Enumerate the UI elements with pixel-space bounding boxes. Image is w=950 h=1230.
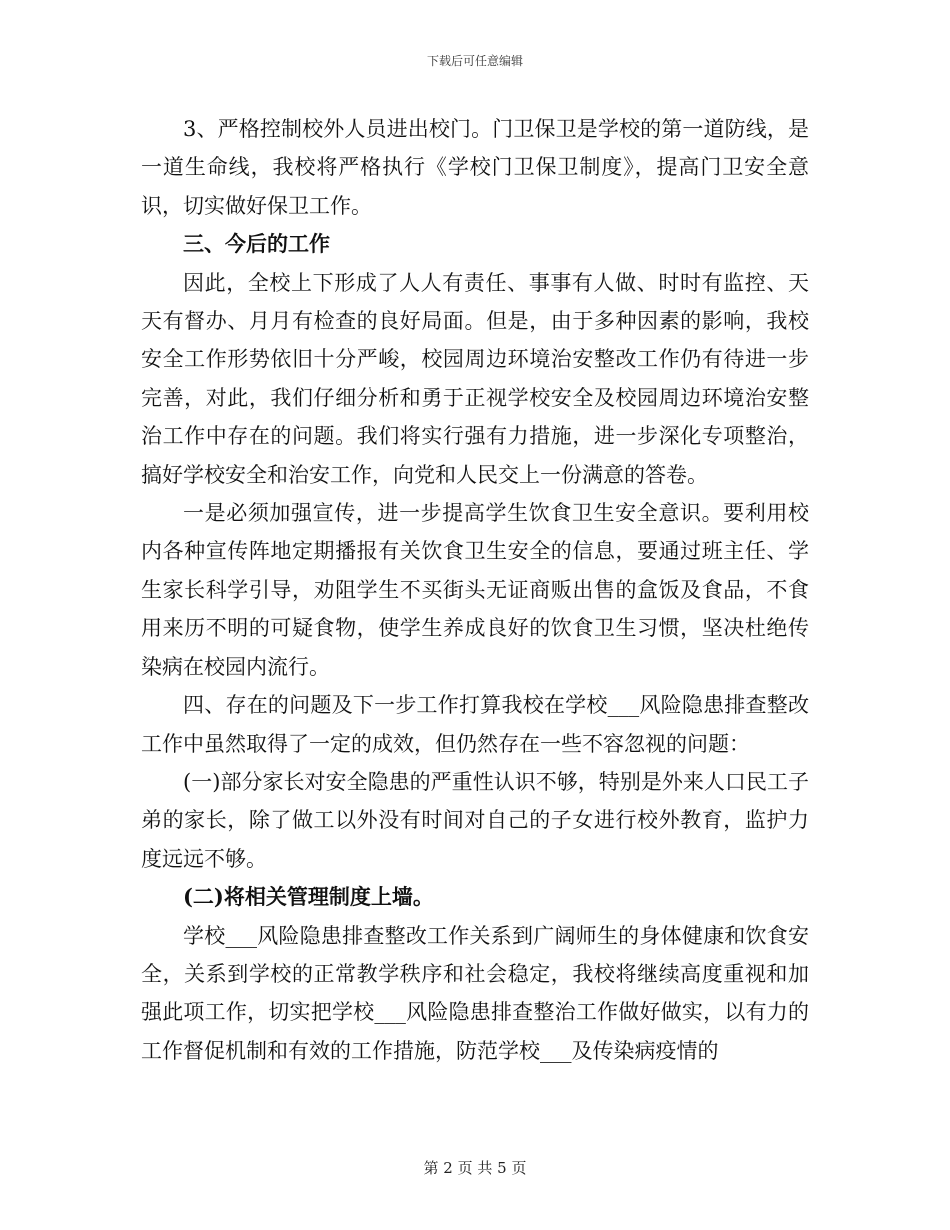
paragraph-problems-next-steps: 四、存在的问题及下一步工作打算我校在学校___风险隐患排查整改工作中虽然取得了一定的成效，但仍然存在一些不容忽视的问题：	[141, 693, 809, 756]
paragraph-parents-awareness: (一)部分家长对安全隐患的严重性认识不够，特别是外来人口民工子弟的家长，除了做工以外没有时间对自己的子女进行校外教育，监护力度远远不够。	[141, 769, 809, 871]
document-body	[141, 110, 809, 1070]
page-header: 下载后可任意编辑	[426, 54, 523, 68]
section-heading-future-work: 三、今后的工作	[183, 231, 330, 257]
subheading-management-system: (二)将相关管理制度上墙。	[183, 884, 434, 910]
paragraph-gate-security: 3、严格控制校外人员进出校门。门卫保卫是学校的第一道防线，是一道生命线，我校将严格执行《学校门卫保卫制度》，提高门卫安全意识，切实做好保卫工作。	[141, 117, 809, 218]
paragraph-risk-inspection: 学校___风险隐患排查整改工作关系到广阔师生的身体健康和饮食安全，关系到学校的正常教学秩序和社会稳定，我校将继续高度重视和加强此项工作，切实把学校___风险隐患排查整治工作做好做实，以有力的工作督促机制和有效的工作措施，防范学校___及传染病疫情的	[141, 923, 809, 1063]
page-footer: 第 2 页 共 5 页	[423, 1159, 527, 1177]
paragraph-safety-situation: 因此，全校上下形成了人人有责任、事事有人做、时时有监控、天天有督办、月月有检查的良好局面。但是，由于多种因素的影响，我校安全工作形势依旧十分严峻，校园周边环境治安整改工作仍有待进一步完善，对此，我们仔细分析和勇于正视学校安全及校园周边环境治安整治工作中存在的问题。我们将实行强有力措施，进一步深化专项整治，搞好学校安全和治安工作，向党和人民交上一份满意的答卷。	[141, 270, 809, 487]
paragraph-food-safety: 一是必须加强宣传，进一步提高学生饮食卫生安全意识。要利用校内各种宣传阵地定期播报有关饮食卫生安全的信息，要通过班主任、学生家长科学引导，劝阻学生不买街头无证商贩出售的盒饭及食品，不食用来历不明的可疑食物，使学生养成良好的饮食卫生习惯，坚决杜绝传染病在校园内流行。	[141, 501, 809, 679]
